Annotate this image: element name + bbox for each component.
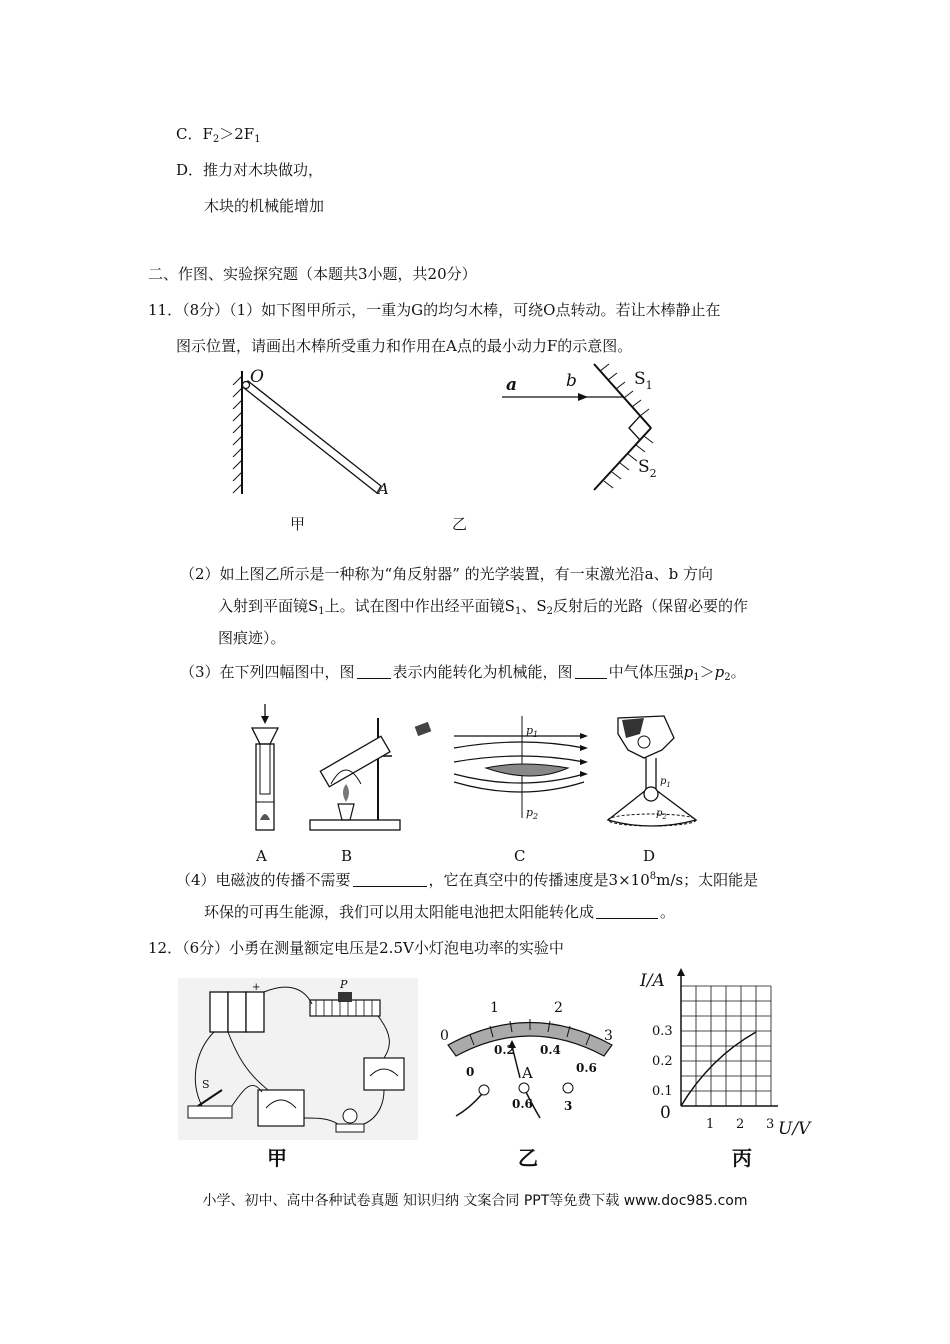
svg-text:0: 0: [440, 1028, 449, 1044]
answer-blank-4[interactable]: [596, 903, 658, 919]
svg-text:1: 1: [490, 1000, 499, 1016]
figure-c-wing-airflow: [452, 716, 592, 826]
q11-stem-line1: 11．（8分）（1）如下图甲所示，一重为G的均匀木棒，可绕O点转动。若让木棒静止在: [148, 301, 721, 319]
option-d-line2: 木块的机械能增加: [204, 197, 325, 215]
svg-text:0: 0: [660, 1103, 671, 1123]
q11-part4-line1: （4）电磁波的传播不需要 ，它在真空中的传播速度是$3\times 10^8m/s$；太阳能是: [176, 871, 759, 889]
fig-label-c: C: [514, 847, 526, 865]
q11-part4-line2: 环保的可再生能源，我们可以用太阳能电池把太阳能转化成 。: [204, 903, 676, 921]
svg-text:2: 2: [736, 1117, 745, 1132]
fig-label-a: A: [256, 847, 267, 865]
label-b-ray: b: [566, 371, 577, 391]
svg-text:P: P: [340, 978, 348, 991]
svg-text:0.1: 0.1: [652, 1084, 673, 1099]
figure-a-compression-cylinder: [240, 702, 290, 834]
figure-d-funnel-ball: [604, 712, 704, 834]
svg-text:A: A: [522, 1064, 533, 1082]
svg-text:+: +: [252, 982, 261, 993]
svg-text:0.6: 0.6: [576, 1061, 597, 1075]
svg-text:0.6: 0.6: [512, 1097, 533, 1111]
figure-ammeter: [430, 990, 630, 1120]
svg-text:1: 1: [706, 1117, 715, 1132]
q11-part2-line1: （2）如上图乙所示是一种称为“角反射器” 的光学装置，有一束激光沿a、b 方向: [180, 565, 713, 583]
figure-iu-graph: [640, 968, 820, 1140]
caption-jia: 甲: [290, 515, 306, 533]
label-a: A: [378, 480, 389, 498]
q11-part2-line3: 图痕迹）。: [218, 629, 286, 647]
option-d-line1: D．推力对木块做功，: [176, 161, 324, 179]
section-heading: 二、作图、实验探究题（本题共3小题，共20分）: [148, 265, 477, 283]
figure-circuit: [178, 978, 418, 1140]
answer-blank-2[interactable]: [575, 663, 607, 679]
svg-text:3: 3: [766, 1117, 775, 1132]
label-s1: $S_1$: [634, 369, 653, 392]
figure-lever-rod: [228, 366, 398, 496]
caption-circuit: 甲: [267, 1146, 287, 1170]
caption-yi: 乙: [452, 515, 468, 533]
option-c: C．$F_2>2F_1$: [176, 125, 261, 145]
svg-text:0: 0: [466, 1065, 475, 1079]
svg-text:p1: $p_1$: [660, 776, 671, 789]
label-a-ray: a: [506, 375, 518, 395]
label-s2: $S_2$: [638, 457, 657, 480]
figure-corner-reflector: [496, 362, 676, 494]
svg-text:p2: $p_2$: [656, 808, 667, 821]
q11-stem-line2: 图示位置，请画出木棒所受重力和作用在A点的最小动力F的示意图。: [176, 337, 633, 355]
svg-text:U/V: U/V: [778, 1119, 811, 1139]
svg-text:0.2: 0.2: [494, 1043, 515, 1057]
fig-label-b: B: [341, 847, 353, 865]
label-o: O: [250, 367, 264, 387]
svg-text:p2: $p_2$: [526, 806, 539, 821]
q12-stem: 12．（6分）小勇在测量额定电压是2.5V小灯泡电功率的实验中: [148, 939, 564, 957]
svg-text:2: 2: [554, 1000, 563, 1016]
svg-text:3: 3: [604, 1028, 613, 1044]
q11-part3: （3）在下列四幅图中，图 表示内能转化为机械能，图 中气体压强$p_1>p_2$。: [180, 663, 746, 683]
caption-graph: 丙: [732, 1146, 752, 1170]
footer-ad: 小学、初中、高中各种试卷真题 知识归纳 文案合同 PPT等免费下载 www.doc985.com: [202, 1193, 748, 1209]
answer-blank-3[interactable]: [353, 871, 427, 887]
svg-text:I/A: I/A: [640, 971, 665, 991]
figure-b-test-tube: [306, 716, 446, 836]
svg-text:0.2: 0.2: [652, 1054, 673, 1069]
svg-text:3: 3: [564, 1099, 573, 1113]
q11-part2-line2: 入射到平面镜$S_1$上。试在图中作出经平面镜$S_1$、$S_2$反射后的光路（保留必要的作: [218, 597, 748, 617]
svg-text:p1: $p_1$: [526, 724, 539, 739]
fig-label-d: D: [643, 847, 656, 865]
svg-text:0.3: 0.3: [652, 1024, 673, 1039]
caption-ammeter: 乙: [518, 1146, 538, 1170]
answer-blank-1[interactable]: [357, 663, 391, 679]
svg-text:S: S: [202, 1078, 210, 1091]
svg-text:0.4: 0.4: [540, 1043, 561, 1057]
